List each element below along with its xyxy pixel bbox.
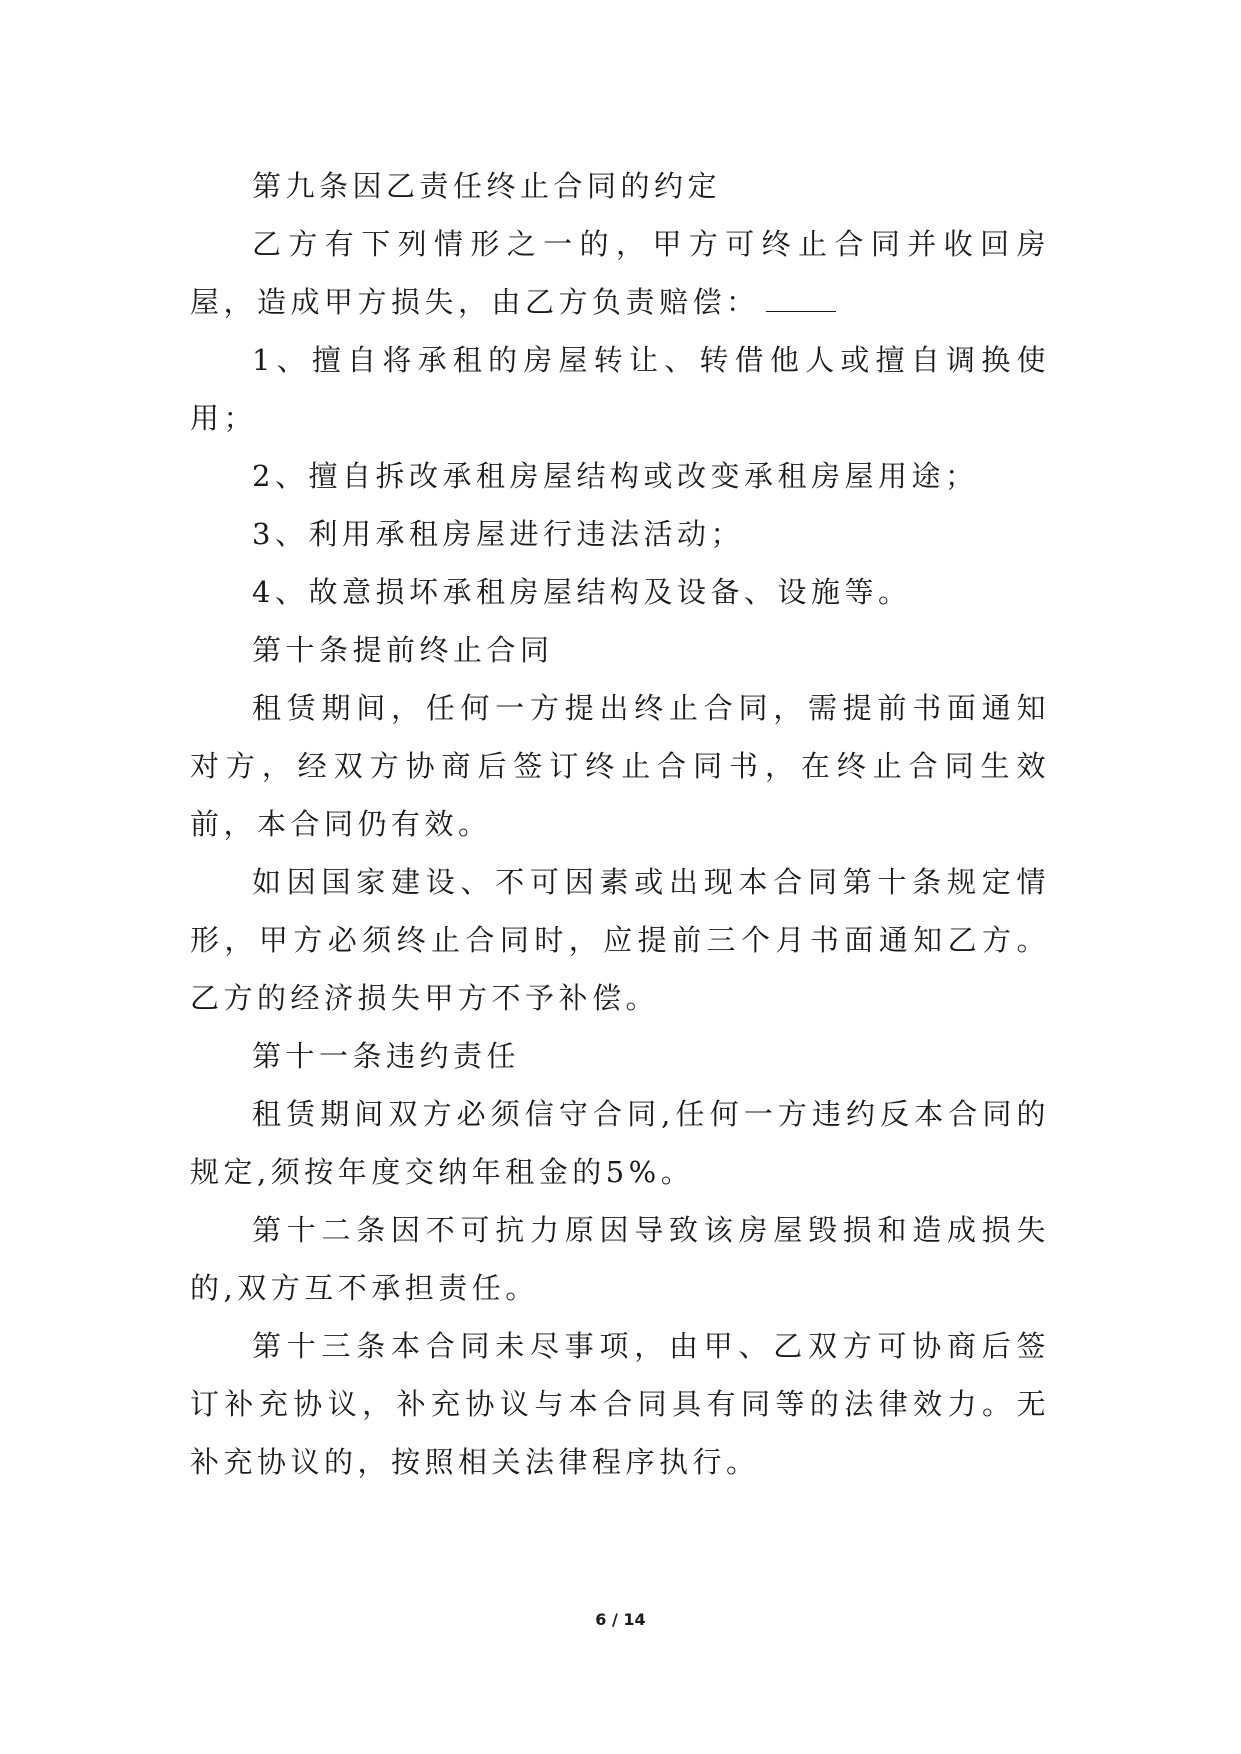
article-9-heading: 第九条因乙责任终止合同的约定 (252, 169, 722, 203)
document-body (190, 157, 1050, 1491)
page-number: 6 / 14 (595, 1610, 646, 1629)
article-10-heading: 第十条提前终止合同 (252, 633, 554, 667)
article-11-heading: 第十一条违约责任 (252, 1039, 521, 1073)
article-12-paragraph: 第十二条因不可抗力原因导致该房屋毁损和造成损失的,双方互不承担责任。 (190, 1213, 1050, 1305)
article-9-item-3: 3、利用承租房屋进行违法活动； (252, 517, 744, 551)
article-9-item-1: 1、擅自将承租的房屋转让、转借他人或擅自调换使用； (190, 343, 1050, 435)
article-9-intro (190, 215, 1050, 331)
article-10-paragraph-1: 租赁期间，任何一方提出终止合同，需提前书面通知对方，经双方协商后签订终止合同书，在终止合同生效前，本合同仍有效。 (190, 691, 1050, 841)
article-9-intro-text: 乙方有下列情形之一的，甲方可终止合同并收回房屋，造成甲方损失，由乙方负责赔偿： (190, 227, 1050, 319)
article-10-paragraph-2: 如因国家建设、不可因素或出现本合同第十条规定情形，甲方必须终止合同时，应提前三个月书面通知乙方。乙方的经济损失甲方不予补偿。 (190, 865, 1050, 1015)
article-9-item-2: 2、擅自拆改承租房屋结构或改变承租房屋用途； (252, 459, 979, 493)
article-9-item-4: 4、故意损坏承租房屋结构及设备、设施等。 (252, 575, 912, 609)
article-11-paragraph: 租赁期间双方必须信守合同,任何一方违约反本合同的规定,须按年度交纳年租金的5%。 (190, 1097, 1050, 1189)
fill-in-blank-line (766, 289, 836, 312)
article-13-paragraph: 第十三条本合同未尽事项，由甲、乙双方可协商后签订补充协议，补充协议与本合同具有同等的法律效力。无补充协议的，按照相关法律程序执行。 (190, 1329, 1050, 1479)
